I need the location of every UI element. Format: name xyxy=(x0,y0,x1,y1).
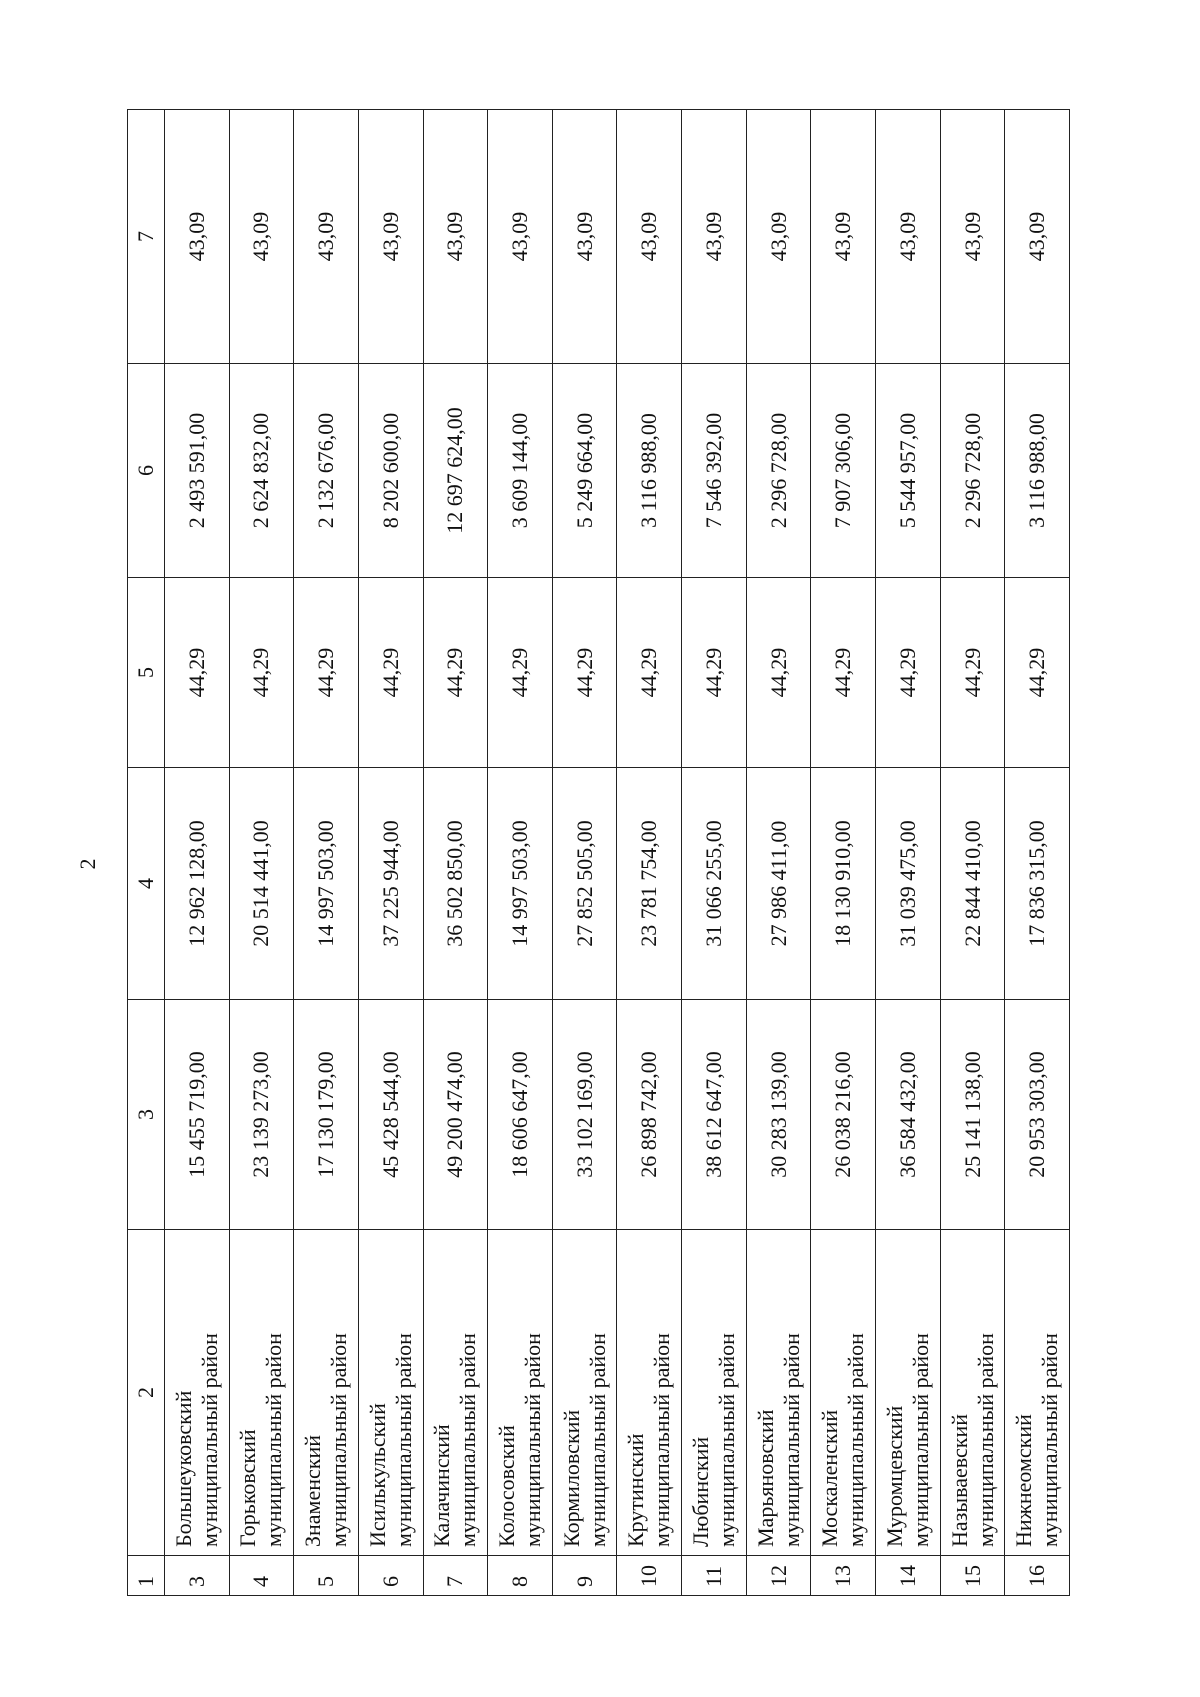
value-cell-3: 30 283 139,00 xyxy=(746,1000,811,1230)
district-type: муниципальный район xyxy=(196,1333,222,1547)
district-name-cell xyxy=(1005,1230,1070,1556)
value-cell-6: 2 132 676,00 xyxy=(294,364,359,578)
district-name-cell xyxy=(165,1230,230,1556)
value-cell-6: 7 907 306,00 xyxy=(811,364,876,578)
value-cell-4: 18 130 910,00 xyxy=(811,768,876,1000)
value-cell-7: 43,09 xyxy=(229,110,294,364)
value-cell-6: 3 116 988,00 xyxy=(1005,364,1070,578)
value-cell-7: 43,09 xyxy=(552,110,617,364)
value-cell-7: 43,09 xyxy=(165,110,230,364)
value-cell-4: 20 514 441,00 xyxy=(229,768,294,1000)
value-cell-4: 14 997 503,00 xyxy=(488,768,553,1000)
value-cell-3: 45 428 544,00 xyxy=(358,1000,423,1230)
value-cell-5: 44,29 xyxy=(617,578,682,768)
value-cell-4: 31 066 255,00 xyxy=(682,768,747,1000)
header-cell-5: 5 xyxy=(128,578,165,768)
header-cell-1: 1 xyxy=(128,1556,165,1596)
value-cell-5: 44,29 xyxy=(488,578,553,768)
value-cell-3: 17 130 179,00 xyxy=(294,1000,359,1230)
table-row xyxy=(1005,110,1070,1596)
district-type: муниципальный район xyxy=(390,1333,416,1547)
row-number-cell: 8 xyxy=(488,1556,553,1596)
value-cell-3: 20 953 303,00 xyxy=(1005,1000,1070,1230)
value-cell-7: 43,09 xyxy=(746,110,811,364)
district-type: муниципальный район xyxy=(326,1333,352,1547)
value-cell-3: 15 455 719,00 xyxy=(165,1000,230,1230)
district-name: Большеуковский xyxy=(170,1390,196,1547)
value-cell-4: 22 844 410,00 xyxy=(940,768,1005,1000)
district-name: Любинский xyxy=(687,1436,713,1547)
data-table xyxy=(127,109,1070,1596)
value-cell-5: 44,29 xyxy=(423,578,488,768)
value-cell-5: 44,29 xyxy=(165,578,230,768)
row-number-cell: 4 xyxy=(229,1556,294,1596)
district-name-cell xyxy=(423,1230,488,1556)
value-cell-7: 43,09 xyxy=(682,110,747,364)
header-cell-7: 7 xyxy=(128,110,165,364)
value-cell-3: 23 139 273,00 xyxy=(229,1000,294,1230)
district-type: муниципальный район xyxy=(520,1333,546,1547)
district-name-cell xyxy=(617,1230,682,1556)
district-type: муниципальный район xyxy=(907,1333,933,1547)
row-number-cell: 15 xyxy=(940,1556,1005,1596)
table-row xyxy=(294,110,359,1596)
value-cell-6: 12 697 624,00 xyxy=(423,364,488,578)
value-cell-6: 5 544 957,00 xyxy=(876,364,941,578)
value-cell-4: 27 852 505,00 xyxy=(552,768,617,1000)
district-name: Калачинский xyxy=(429,1424,455,1547)
value-cell-6: 3 609 144,00 xyxy=(488,364,553,578)
row-number-cell: 7 xyxy=(423,1556,488,1596)
value-cell-6: 5 249 664,00 xyxy=(552,364,617,578)
value-cell-3: 26 898 742,00 xyxy=(617,1000,682,1230)
value-cell-3: 33 102 169,00 xyxy=(552,1000,617,1230)
table-row xyxy=(229,110,294,1596)
district-name-cell xyxy=(552,1230,617,1556)
district-type: муниципальный район xyxy=(972,1333,998,1547)
value-cell-4: 36 502 850,00 xyxy=(423,768,488,1000)
district-name-cell xyxy=(229,1230,294,1556)
table-row xyxy=(617,110,682,1596)
value-cell-7: 43,09 xyxy=(1005,110,1070,364)
value-cell-4: 37 225 944,00 xyxy=(358,768,423,1000)
district-type: муниципальный район xyxy=(455,1333,481,1547)
value-cell-7: 43,09 xyxy=(940,110,1005,364)
district-name-cell xyxy=(358,1230,423,1556)
value-cell-6: 2 493 591,00 xyxy=(165,364,230,578)
page-number: 2 xyxy=(75,858,100,870)
header-cell-6: 6 xyxy=(128,364,165,578)
district-type: муниципальный район xyxy=(843,1333,869,1547)
row-number-cell: 10 xyxy=(617,1556,682,1596)
district-type: муниципальный район xyxy=(778,1333,804,1547)
district-name: Исилькульский xyxy=(364,1403,390,1547)
value-cell-3: 49 200 474,00 xyxy=(423,1000,488,1230)
value-cell-5: 44,29 xyxy=(294,578,359,768)
table-row xyxy=(423,110,488,1596)
value-cell-3: 38 612 647,00 xyxy=(682,1000,747,1230)
district-name: Называевский xyxy=(946,1413,972,1547)
district-type: муниципальный район xyxy=(584,1333,610,1547)
value-cell-6: 2 624 832,00 xyxy=(229,364,294,578)
value-cell-5: 44,29 xyxy=(358,578,423,768)
district-name: Горьковский xyxy=(235,1429,261,1547)
value-cell-4: 23 781 754,00 xyxy=(617,768,682,1000)
row-number-cell: 5 xyxy=(294,1556,359,1596)
value-cell-5: 44,29 xyxy=(940,578,1005,768)
district-name: Муромцевский xyxy=(881,1405,907,1547)
value-cell-7: 43,09 xyxy=(811,110,876,364)
value-cell-3: 36 584 432,00 xyxy=(876,1000,941,1230)
table-row xyxy=(876,110,941,1596)
value-cell-7: 43,09 xyxy=(617,110,682,364)
district-name-cell xyxy=(746,1230,811,1556)
value-cell-4: 12 962 128,00 xyxy=(165,768,230,1000)
value-cell-5: 44,29 xyxy=(876,578,941,768)
value-cell-6: 2 296 728,00 xyxy=(940,364,1005,578)
district-type: муниципальный район xyxy=(1037,1333,1063,1547)
value-cell-6: 3 116 988,00 xyxy=(617,364,682,578)
value-cell-7: 43,09 xyxy=(488,110,553,364)
value-cell-5: 44,29 xyxy=(552,578,617,768)
header-cell-2: 2 xyxy=(128,1230,165,1556)
value-cell-4: 14 997 503,00 xyxy=(294,768,359,1000)
row-number-cell: 11 xyxy=(682,1556,747,1596)
table-row xyxy=(940,110,1005,1596)
header-cell-3: 3 xyxy=(128,1000,165,1230)
district-type: муниципальный район xyxy=(649,1333,675,1547)
table-row xyxy=(488,110,553,1596)
value-cell-5: 44,29 xyxy=(682,578,747,768)
district-name: Кормиловский xyxy=(558,1409,584,1547)
value-cell-3: 26 038 216,00 xyxy=(811,1000,876,1230)
row-number-cell: 16 xyxy=(1005,1556,1070,1596)
district-name-cell xyxy=(876,1230,941,1556)
district-name: Крутинский xyxy=(623,1433,649,1547)
header-cell-4: 4 xyxy=(128,768,165,1000)
district-type: муниципальный район xyxy=(261,1333,287,1547)
value-cell-3: 18 606 647,00 xyxy=(488,1000,553,1230)
value-cell-7: 43,09 xyxy=(423,110,488,364)
district-name-cell xyxy=(940,1230,1005,1556)
value-cell-5: 44,29 xyxy=(746,578,811,768)
rotated-table-container xyxy=(127,110,1070,1596)
value-cell-7: 43,09 xyxy=(358,110,423,364)
table-row xyxy=(552,110,617,1596)
row-number-cell: 9 xyxy=(552,1556,617,1596)
district-name: Знаменский xyxy=(300,1434,326,1547)
value-cell-4: 31 039 475,00 xyxy=(876,768,941,1000)
value-cell-6: 8 202 600,00 xyxy=(358,364,423,578)
district-name-cell xyxy=(488,1230,553,1556)
value-cell-5: 44,29 xyxy=(811,578,876,768)
district-name-cell xyxy=(294,1230,359,1556)
table-row xyxy=(746,110,811,1596)
district-name: Москаленский xyxy=(817,1409,843,1547)
district-name: Нижнеомский xyxy=(1011,1414,1037,1547)
header-row xyxy=(128,110,165,1596)
district-name-cell xyxy=(682,1230,747,1556)
row-number-cell: 13 xyxy=(811,1556,876,1596)
row-number-cell: 6 xyxy=(358,1556,423,1596)
district-name: Колосовский xyxy=(494,1425,520,1547)
table-row xyxy=(358,110,423,1596)
value-cell-7: 43,09 xyxy=(294,110,359,364)
value-cell-3: 25 141 138,00 xyxy=(940,1000,1005,1230)
row-number-cell: 3 xyxy=(165,1556,230,1596)
district-name: Марьяновский xyxy=(752,1409,778,1547)
value-cell-5: 44,29 xyxy=(1005,578,1070,768)
district-type: муниципальный район xyxy=(713,1333,739,1547)
row-number-cell: 12 xyxy=(746,1556,811,1596)
row-number-cell: 14 xyxy=(876,1556,941,1596)
value-cell-5: 44,29 xyxy=(229,578,294,768)
value-cell-4: 27 986 411,00 xyxy=(746,768,811,1000)
value-cell-7: 43,09 xyxy=(876,110,941,364)
table-row xyxy=(165,110,230,1596)
district-name-cell xyxy=(811,1230,876,1556)
table-row xyxy=(811,110,876,1596)
value-cell-4: 17 836 315,00 xyxy=(1005,768,1070,1000)
table-row xyxy=(682,110,747,1596)
value-cell-6: 2 296 728,00 xyxy=(746,364,811,578)
value-cell-6: 7 546 392,00 xyxy=(682,364,747,578)
